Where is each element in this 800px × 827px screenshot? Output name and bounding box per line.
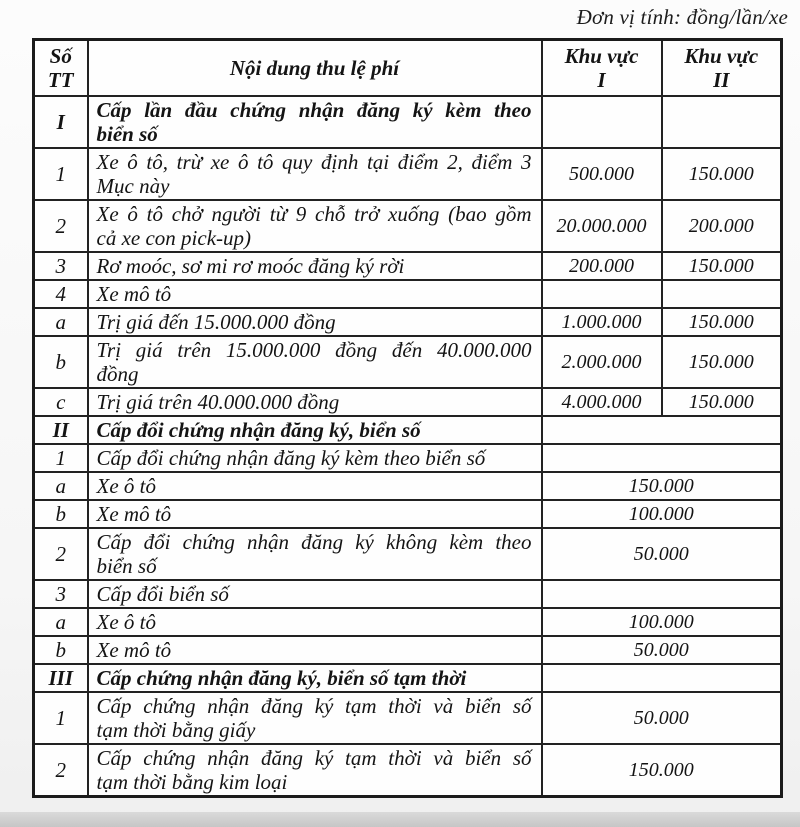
fee-zone1-cell <box>542 280 662 308</box>
table-row <box>34 388 782 416</box>
row-content-cell <box>88 96 542 148</box>
table-row <box>34 664 782 692</box>
table-row <box>34 96 782 148</box>
row-content-cell <box>88 664 542 692</box>
content-line: Xe mô tô <box>96 502 172 526</box>
row-content-cell <box>88 608 542 636</box>
content-line: biển số <box>96 554 157 578</box>
fee-zone1-cell: 500.000 <box>542 148 662 200</box>
table-row <box>34 636 782 664</box>
content-line: Trị giá trên 40.000.000 đồng <box>96 390 340 414</box>
row-content-cell <box>88 692 542 744</box>
row-index-cell: a <box>34 472 88 500</box>
fee-merged-cell <box>542 444 782 472</box>
row-content-cell <box>88 636 542 664</box>
row-index-cell: 3 <box>34 252 88 280</box>
content-line: tạm thời bằng kim loại <box>96 770 288 794</box>
row-index-cell: I <box>34 96 88 148</box>
fee-merged-cell <box>542 580 782 608</box>
table-row <box>34 200 782 252</box>
table-row <box>34 608 782 636</box>
fee-zone1-cell: 2.000.000 <box>542 336 662 388</box>
row-content-cell <box>88 744 542 797</box>
row-index-cell: 3 <box>34 580 88 608</box>
row-index-cell: 1 <box>34 148 88 200</box>
fee-merged-cell: 100.000 <box>542 500 782 528</box>
fee-zone1-cell <box>542 96 662 148</box>
fee-zone2-cell: 150.000 <box>662 308 782 336</box>
content-line: Trị giá trên 15.000.000 đồng đến 40.000.000 <box>96 338 532 362</box>
fee-merged-cell <box>542 416 782 444</box>
row-index-cell: b <box>34 636 88 664</box>
fee-zone2-cell: 150.000 <box>662 148 782 200</box>
content-line: cả xe con pick-up) <box>96 226 251 250</box>
bottom-letterbox <box>0 812 800 827</box>
content-line: Cấp chứng nhận đăng ký, biển số tạm thời <box>96 666 467 690</box>
content-line: Cấp đổi chứng nhận đăng ký không kèm theo <box>96 530 532 554</box>
row-content-cell <box>88 444 542 472</box>
fee-merged-cell: 100.000 <box>542 608 782 636</box>
row-index-cell: c <box>34 388 88 416</box>
content-line: đồng <box>96 362 139 386</box>
content-line: Cấp đổi chứng nhận đăng ký, biển số <box>96 418 421 442</box>
fee-zone2-cell: 150.000 <box>662 336 782 388</box>
table-row <box>34 528 782 580</box>
row-index-cell: a <box>34 608 88 636</box>
content-line: Cấp lần đầu chứng nhận đăng ký kèm theo <box>96 98 532 122</box>
fee-zone1-cell: 20.000.000 <box>542 200 662 252</box>
content-line: Trị giá đến 15.000.000 đồng <box>96 310 336 334</box>
table-row <box>34 252 782 280</box>
header-khu-vuc-2: Khu vực II <box>662 40 782 97</box>
table-row <box>34 692 782 744</box>
header-khu-vuc-1: Khu vực I <box>542 40 662 97</box>
table-row <box>34 500 782 528</box>
table-row <box>34 580 782 608</box>
content-line: Xe ô tô, trừ xe ô tô quy định tại điểm 2, điểm 3 <box>96 150 532 174</box>
fee-zone1-cell: 4.000.000 <box>542 388 662 416</box>
fee-zone2-cell: 200.000 <box>662 200 782 252</box>
header-noi-dung: Nội dung thu lệ phí <box>88 40 542 97</box>
content-line: Rơ moóc, sơ mi rơ moóc đăng ký rời <box>96 254 405 278</box>
fee-merged-cell: 50.000 <box>542 636 782 664</box>
content-line: biển số <box>96 122 158 146</box>
header-so-tt: Số TT <box>34 40 88 97</box>
fee-zone2-cell: 150.000 <box>662 252 782 280</box>
fee-merged-cell: 150.000 <box>542 744 782 797</box>
row-content-cell <box>88 500 542 528</box>
table-row <box>34 744 782 797</box>
content-line: Xe ô tô <box>96 610 156 634</box>
content-line: Cấp chứng nhận đăng ký tạm thời và biển số <box>96 746 532 770</box>
fee-merged-cell: 50.000 <box>542 692 782 744</box>
row-content-cell <box>88 200 542 252</box>
fee-zone2-cell: 150.000 <box>662 388 782 416</box>
content-line: Xe ô tô chở người từ 9 chỗ trở xuống (bao gồm <box>96 202 532 226</box>
table-row <box>34 336 782 388</box>
row-content-cell <box>88 388 542 416</box>
row-index-cell: III <box>34 664 88 692</box>
fee-zone1-cell: 1.000.000 <box>542 308 662 336</box>
row-content-cell <box>88 416 542 444</box>
table-row <box>34 472 782 500</box>
row-index-cell: b <box>34 336 88 388</box>
content-line: Cấp đổi biển số <box>96 582 229 606</box>
fee-zone2-cell <box>662 96 782 148</box>
table-row <box>34 416 782 444</box>
fee-merged-cell <box>542 664 782 692</box>
row-index-cell: 1 <box>34 692 88 744</box>
fee-table-body <box>34 96 782 797</box>
content-line: Xe ô tô <box>96 474 156 498</box>
fee-merged-cell: 150.000 <box>542 472 782 500</box>
row-content-cell <box>88 528 542 580</box>
row-index-cell: II <box>34 416 88 444</box>
content-line: Mục này <box>96 174 170 198</box>
content-line: Cấp đổi chứng nhận đăng ký kèm theo biển số <box>96 446 486 470</box>
row-index-cell: 2 <box>34 744 88 797</box>
fee-merged-cell: 50.000 <box>542 528 782 580</box>
row-content-cell <box>88 308 542 336</box>
content-line: Cấp chứng nhận đăng ký tạm thời và biển số <box>96 694 532 718</box>
row-content-cell <box>88 336 542 388</box>
unit-note: Đơn vị tính: đồng/lần/xe <box>576 5 788 29</box>
row-index-cell: 2 <box>34 200 88 252</box>
row-content-cell <box>88 148 542 200</box>
fee-table <box>32 38 783 798</box>
table-row <box>34 308 782 336</box>
content-line: tạm thời bằng giấy <box>96 718 256 742</box>
row-content-cell <box>88 472 542 500</box>
content-line: Xe mô tô <box>96 638 172 662</box>
row-content-cell <box>88 280 542 308</box>
header-row <box>34 40 782 97</box>
row-content-cell <box>88 580 542 608</box>
row-index-cell: b <box>34 500 88 528</box>
table-row <box>34 280 782 308</box>
table-row <box>34 444 782 472</box>
row-index-cell: 1 <box>34 444 88 472</box>
fee-zone1-cell: 200.000 <box>542 252 662 280</box>
row-content-cell <box>88 252 542 280</box>
table-row <box>34 148 782 200</box>
row-index-cell: 2 <box>34 528 88 580</box>
row-index-cell: 4 <box>34 280 88 308</box>
content-line: Xe mô tô <box>96 282 172 306</box>
fee-zone2-cell <box>662 280 782 308</box>
row-index-cell: a <box>34 308 88 336</box>
